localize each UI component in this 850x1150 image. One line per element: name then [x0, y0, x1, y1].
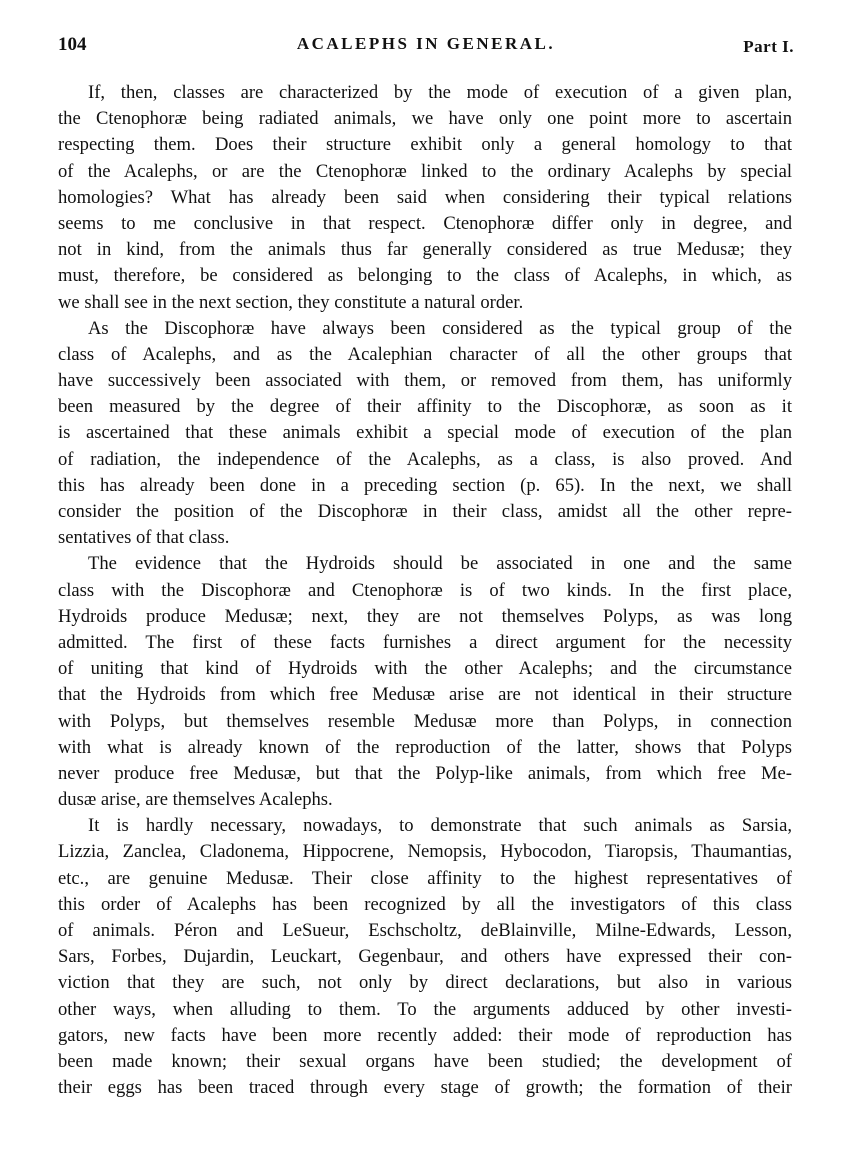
- text-line: consider the position of the Discophoræ in their class, amidst all the other repre-: [58, 501, 792, 522]
- text-line: this has already been done in a preceding section (p. 65). In the next, we shall: [58, 474, 792, 496]
- text-line: of the Acalephs, or are the Ctenophoræ linked to the ordinary Acalephs by special: [58, 160, 792, 182]
- paragraph-4: [58, 813, 792, 1101]
- text-line: The evidence that the Hydroids should be associated in one and the same: [88, 553, 792, 575]
- text-line: Hydroids produce Medusæ; next, they are not themselves Polyps, as was long: [58, 605, 792, 627]
- running-title: ACALEPHS IN GENERAL.: [296, 34, 556, 53]
- text-line: respecting them. Does their structure exhibit only a general homology to that: [58, 134, 792, 156]
- text-line: If, then, classes are characterized by the mode of execution of a given plan,: [88, 82, 792, 103]
- body-text: [58, 80, 792, 1101]
- page-header: [58, 34, 794, 62]
- text-line: homologies? What has already been said when considering their typical relations: [58, 186, 792, 208]
- text-line: gators, new facts have been more recently added: their mode of reproduction has: [58, 1024, 792, 1046]
- text-line: As the Discophoræ have always been considered as the typical group of the: [88, 317, 792, 339]
- text-line: viction that they are such, not only by direct declarations, but also in various: [58, 972, 792, 994]
- text-line: must, therefore, be considered as belonging to the class of Acalephs, in which, as: [58, 265, 792, 287]
- text-line: It is hardly necessary, nowadays, to demonstrate that such animals as Sarsia,: [88, 815, 792, 837]
- text-line: with Polyps, but themselves resemble Medusæ more than Polyps, in connection: [58, 710, 792, 732]
- part-label: Part I.: [743, 37, 794, 56]
- paragraph-3: [58, 551, 792, 813]
- text-line: seems to me conclusive in that respect. Ctenophoræ differ only in degree, and: [58, 212, 792, 234]
- text-line: admitted. The first of these facts furnishes a direct argument for the necessity: [58, 631, 792, 653]
- text-line: class of Acalephs, and as the Acalephian character of all the other groups that: [58, 343, 792, 365]
- text-line: Sars, Forbes, Dujardin, Leuckart, Gegenbaur, and others have expressed their con-: [58, 946, 792, 968]
- text-line: other ways, when alluding to them. To the arguments adduced by other investi-: [58, 998, 792, 1020]
- paragraph-2: [58, 316, 792, 552]
- page-number: 104: [58, 34, 87, 55]
- text-line: have successively been associated with them, or removed from them, has uniformly: [58, 370, 792, 392]
- text-line: etc., are genuine Medusæ. Their close affinity to the highest representatives of: [58, 867, 792, 889]
- text-line: that the Hydroids from which free Medusæ arise are not identical in their structure: [58, 684, 792, 706]
- text-line: not in kind, from the animals thus far generally considered as true Medusæ; they: [58, 239, 792, 261]
- text-line: of uniting that kind of Hydroids with the other Acalephs; and the circumstance: [58, 658, 792, 680]
- text-line: been measured by the degree of their affinity to the Discophoræ, as soon as it: [58, 396, 792, 418]
- text-line: this order of Acalephs has been recognized by all the investigators of this class: [58, 893, 792, 915]
- text-line: dusæ arise, are themselves Acalephs.: [58, 789, 333, 811]
- text-line: class with the Discophoræ and Ctenophoræ is of two kinds. In the first place,: [58, 579, 792, 601]
- text-line: is ascertained that these animals exhibit a special mode of execution of the plan: [58, 422, 792, 444]
- text-line: never produce free Medusæ, but that the Polyp-like animals, from which free Me-: [58, 762, 792, 784]
- text-line: of animals. Péron and LeSueur, Eschscholtz, deBlainville, Milne-Edwards, Lesson,: [58, 920, 792, 941]
- text-line: of radiation, the independence of the Acalephs, as a class, is also proved. And: [58, 448, 792, 470]
- text-line: with what is already known of the reproduction of the latter, shows that Polyps: [58, 736, 792, 758]
- paragraph-1: [58, 80, 792, 316]
- text-line: the Ctenophoræ being radiated animals, we have only one point more to ascertain: [58, 108, 792, 130]
- text-line: Lizzia, Zanclea, Cladonema, Hippocrene, Nemopsis, Hybocodon, Tiaropsis, Thaumantias,: [58, 841, 792, 863]
- text-line: we shall see in the next section, they constitute a natural order.: [58, 291, 524, 313]
- text-line: sentatives of that class.: [58, 527, 230, 549]
- text-line: their eggs has been traced through every stage of growth; the formation of their: [58, 1077, 792, 1099]
- text-line: been made known; their sexual organs have been studied; the development of: [58, 1050, 792, 1072]
